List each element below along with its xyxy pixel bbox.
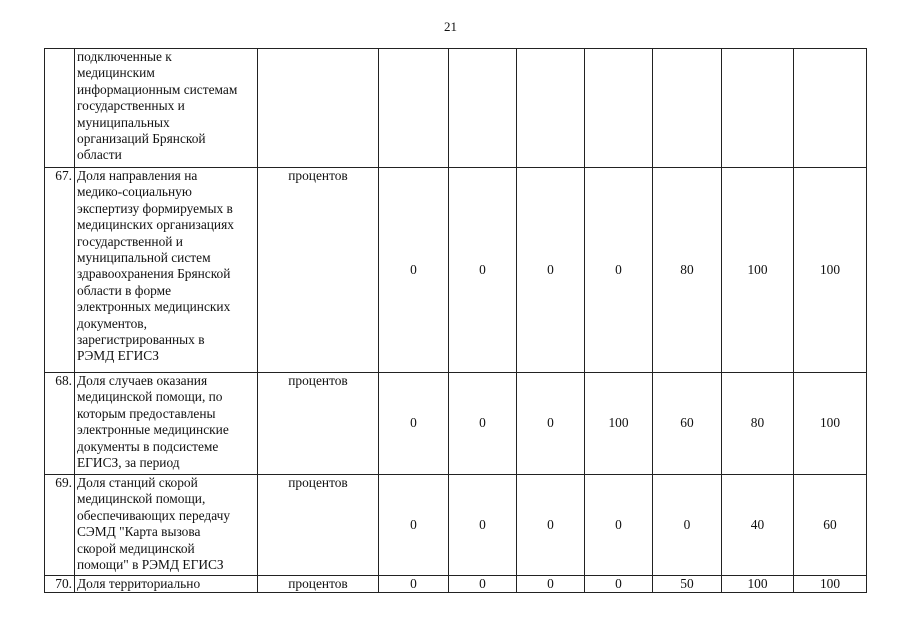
indicator-name: подключенные к медицинским информационным системам государственных и муниципальных организаций Брянской области — [75, 49, 258, 168]
value-cell: 40 — [722, 475, 794, 576]
value-cell: 0 — [517, 168, 585, 373]
value-cell: 0 — [449, 475, 517, 576]
value-cell: 0 — [379, 373, 449, 475]
value-cell — [449, 49, 517, 168]
table-row — [45, 168, 867, 373]
value-cell: 0 — [517, 475, 585, 576]
row-number: 68. — [45, 373, 75, 475]
indicator-name: Доля станций скорой медицинской помощи, обеспечивающих передачу СЭМД "Карта вызова скорой медицинской помощи" в РЭМД ЕГИСЗ — [75, 475, 258, 576]
value-cell — [379, 49, 449, 168]
value-cell: 0 — [585, 576, 653, 593]
indicators-table — [44, 48, 867, 593]
page-number: 21 — [444, 19, 457, 34]
value-cell: 80 — [722, 373, 794, 475]
unit-cell: процентов — [258, 168, 379, 373]
value-cell — [585, 49, 653, 168]
value-cell: 0 — [449, 373, 517, 475]
value-cell: 0 — [585, 168, 653, 373]
value-cell: 0 — [449, 576, 517, 593]
value-cell: 0 — [653, 475, 722, 576]
value-cell: 100 — [722, 168, 794, 373]
value-cell: 80 — [653, 168, 722, 373]
value-cell — [794, 49, 867, 168]
value-cell: 0 — [379, 475, 449, 576]
value-cell — [653, 49, 722, 168]
indicator-name: Доля территориально — [75, 576, 258, 593]
table-row — [45, 49, 867, 168]
indicator-name: Доля направления на медико-социальную экспертизу формируемых в медицинских организациях государственной и муниципальной систем здравоохранения Брянской области в форме электронных медицинских документов, зарегистрированных в РЭМД ЕГИСЗ — [75, 168, 258, 373]
value-cell: 0 — [379, 168, 449, 373]
value-cell: 60 — [794, 475, 867, 576]
value-cell: 50 — [653, 576, 722, 593]
value-cell: 0 — [517, 373, 585, 475]
value-cell: 0 — [379, 576, 449, 593]
value-cell: 60 — [653, 373, 722, 475]
unit-cell: процентов — [258, 475, 379, 576]
unit-cell: процентов — [258, 373, 379, 475]
value-cell: 100 — [722, 576, 794, 593]
row-number: 70. — [45, 576, 75, 593]
value-cell: 0 — [585, 475, 653, 576]
value-cell: 100 — [794, 576, 867, 593]
unit-cell: процентов — [258, 576, 379, 593]
table-row — [45, 373, 867, 475]
value-cell: 100 — [794, 168, 867, 373]
row-number — [45, 49, 75, 168]
value-cell: 0 — [449, 168, 517, 373]
indicator-name: Доля случаев оказания медицинской помощи, по которым предоставлены электронные медицинские документы в подсистеме ЕГИСЗ, за период — [75, 373, 258, 475]
table-row — [45, 475, 867, 576]
row-number: 67. — [45, 168, 75, 373]
value-cell: 100 — [585, 373, 653, 475]
unit-cell — [258, 49, 379, 168]
value-cell — [722, 49, 794, 168]
table-row — [45, 576, 867, 593]
value-cell: 100 — [794, 373, 867, 475]
value-cell — [517, 49, 585, 168]
row-number: 69. — [45, 475, 75, 576]
value-cell: 0 — [517, 576, 585, 593]
